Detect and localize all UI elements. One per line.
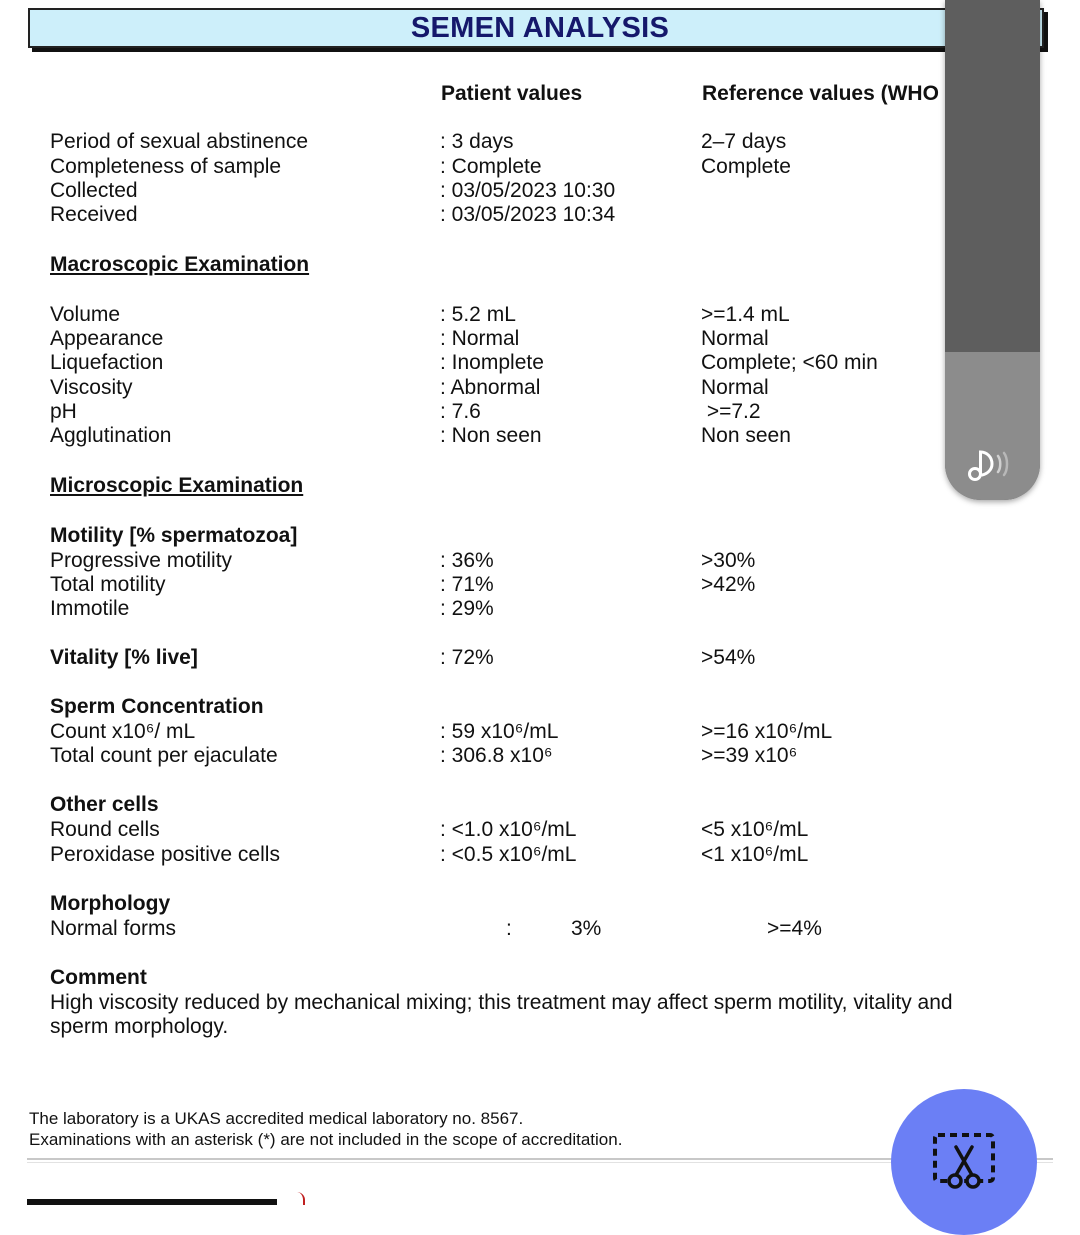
row-patient-value: : Abnormal — [440, 376, 541, 399]
vitality-heading: Vitality [% live] — [50, 646, 198, 669]
row-liquefaction — [50, 351, 1050, 375]
row-patient-value: : 3 days — [440, 130, 514, 153]
row-label: Volume — [50, 303, 121, 326]
row-label: Progressive motility — [50, 549, 233, 572]
row-patient-value: : 36% — [440, 549, 494, 572]
row-reference-value: <1 x10⁶/mL — [701, 843, 809, 866]
row-reference-value: >=7.2 — [701, 400, 761, 423]
row-immotile — [50, 597, 1050, 621]
row-reference-value: >54% — [701, 646, 756, 669]
row-completeness — [50, 155, 1050, 179]
macroscopic-heading: Macroscopic Examination — [50, 253, 310, 276]
morphology-patient-value: 3% — [571, 917, 602, 940]
report-title: SEMEN ANALYSIS — [410, 12, 670, 44]
row-label: Peroxidase positive cells — [50, 843, 280, 866]
row-normal-forms — [50, 917, 1050, 941]
morphology-heading: Morphology — [50, 892, 171, 915]
row-label: Received — [50, 203, 138, 226]
row-patient-value: : 5.2 mL — [440, 303, 516, 326]
row-sperm-count — [50, 720, 1050, 744]
row-label: Viscosity — [50, 376, 133, 399]
row-patient-value: : <1.0 x10⁶/mL — [440, 818, 577, 841]
accreditation-note: The laboratory is a UKAS accredited medical laboratory no. 8567. — [29, 1109, 524, 1128]
row-appearance — [50, 327, 1050, 351]
row-reference-value: Complete; <60 min — [701, 351, 878, 374]
row-total-count — [50, 744, 1050, 768]
row-label: Liquefaction — [50, 351, 164, 374]
row-reference-value: Complete — [701, 155, 791, 178]
audio-note-icon[interactable] — [965, 444, 1021, 489]
row-abstinence — [50, 130, 1050, 154]
audio-overlay-handle[interactable] — [945, 352, 1040, 500]
comment-text: High viscosity reduced by mechanical mixing; this treatment may affect sperm motility, vitality and sperm morphology. — [50, 991, 953, 1038]
row-patient-value: : 306.8 x10⁶ — [440, 744, 553, 767]
asterisk-note: Examinations with an asterisk (*) are not included in the scope of accreditation. — [29, 1130, 623, 1149]
row-reference-value: >30% — [701, 549, 756, 572]
comment-heading: Comment — [50, 966, 147, 989]
row-collected — [50, 179, 1050, 203]
row-reference-value: >=16 x10⁶/mL — [701, 720, 833, 743]
row-patient-value: : 71% — [440, 573, 494, 596]
screenshot-fab-button[interactable] — [891, 1089, 1037, 1235]
row-patient-value: : Inomplete — [440, 351, 544, 374]
row-reference-value: Normal — [701, 327, 769, 350]
row-reference-value: >=39 x10⁶ — [701, 744, 798, 767]
row-label: Period of sexual abstinence — [50, 130, 308, 153]
patient-values-header: Patient values — [441, 82, 583, 105]
morphology-reference-value: >=4% — [767, 917, 822, 940]
row-patient-value: : 72% — [440, 646, 494, 669]
row-patient-value: : 7.6 — [440, 400, 481, 423]
motility-heading: Motility [% spermatozoa] — [50, 524, 298, 547]
row-label: Completeness of sample — [50, 155, 282, 178]
row-label: Total motility — [50, 573, 166, 596]
microscopic-heading: Microscopic Examination — [50, 474, 304, 497]
row-reference-value: >=1.4 mL — [701, 303, 790, 326]
row-reference-value: Normal — [701, 376, 769, 399]
row-ph — [50, 400, 1050, 424]
next-page-mark — [297, 1192, 305, 1205]
row-peroxidase-cells — [50, 843, 1050, 867]
row-patient-value: : 03/05/2023 10:34 — [440, 203, 616, 226]
row-viscosity — [50, 376, 1050, 400]
row-label: Count x10⁶/ mL — [50, 720, 196, 743]
concentration-heading: Sperm Concentration — [50, 695, 264, 718]
row-label: Immotile — [50, 597, 130, 620]
reference-values-header: Reference values (WHO — [702, 82, 939, 105]
row-patient-value: : 59 x10⁶/mL — [440, 720, 559, 743]
row-agglutination — [50, 424, 1050, 448]
row-reference-value: Non seen — [701, 424, 791, 447]
row-label: Agglutination — [50, 424, 172, 447]
row-received — [50, 203, 1050, 227]
row-round-cells — [50, 818, 1050, 842]
row-progressive-motility — [50, 549, 1050, 573]
next-page-bar — [27, 1199, 277, 1205]
audio-overlay-panel[interactable] — [945, 0, 1040, 500]
row-patient-value: : Normal — [440, 327, 520, 350]
row-label: Normal forms — [50, 917, 177, 940]
row-label: Round cells — [50, 818, 160, 841]
row-label: pH — [50, 400, 77, 423]
row-label: Collected — [50, 179, 138, 202]
row-reference-value: <5 x10⁶/mL — [701, 818, 809, 841]
row-patient-value: : 29% — [440, 597, 494, 620]
row-patient-value: : <0.5 x10⁶/mL — [440, 843, 577, 866]
row-reference-value: 2–7 days — [701, 130, 787, 153]
row-patient-value: : Complete — [440, 155, 542, 178]
row-patient-value: : Non seen — [440, 424, 542, 447]
row-patient-value: : 03/05/2023 10:30 — [440, 179, 616, 202]
other-cells-heading: Other cells — [50, 793, 159, 816]
row-label: Appearance — [50, 327, 164, 350]
row-vitality — [50, 646, 1050, 670]
morphology-colon: : — [506, 917, 512, 940]
screenshot-scissors-icon[interactable] — [931, 1129, 997, 1200]
row-total-motility — [50, 573, 1050, 597]
row-volume — [50, 303, 1050, 327]
row-reference-value: >42% — [701, 573, 756, 596]
row-label: Total count per ejaculate — [50, 744, 278, 767]
